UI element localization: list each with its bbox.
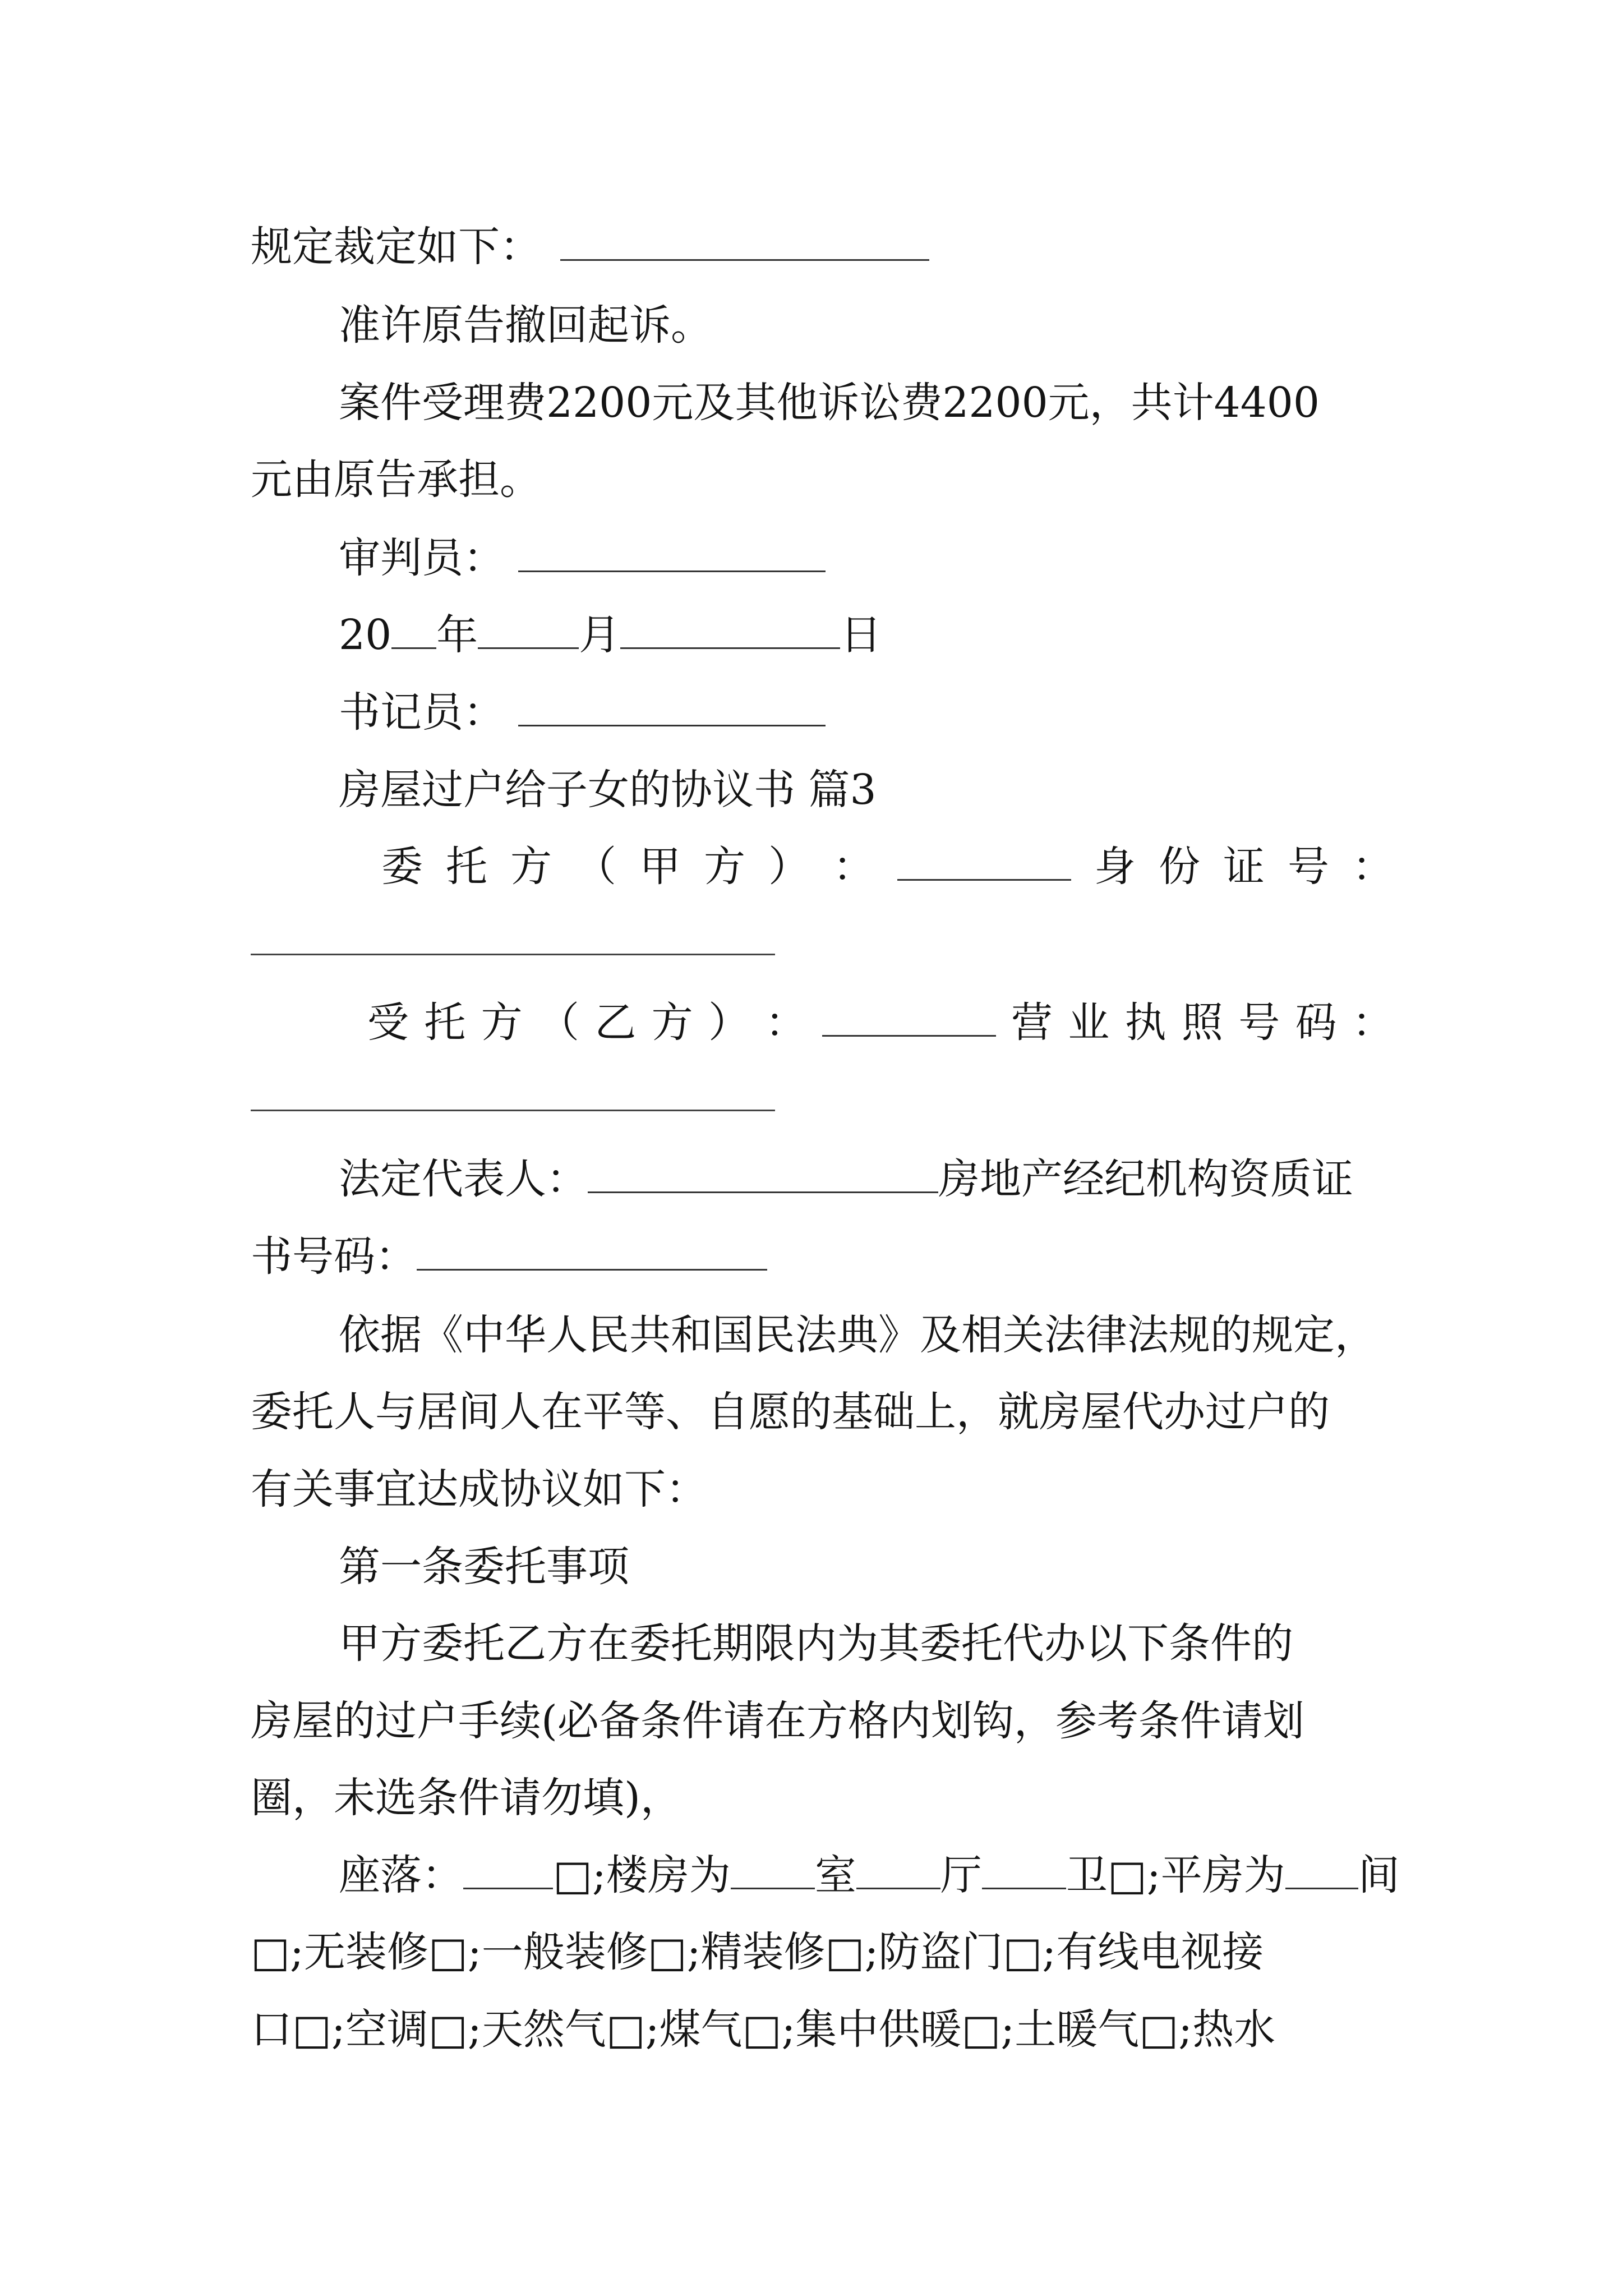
party-a-char: 甲 — [639, 843, 681, 891]
party-a-char: 证 — [1223, 843, 1265, 891]
party-b-char: 业 — [1068, 999, 1110, 1047]
year-label: 年 — [436, 611, 478, 659]
party-a-char: ： — [833, 843, 874, 891]
party-a-char: 委 — [381, 843, 423, 891]
bath-label: 卫□;平房为 — [1066, 1851, 1285, 1899]
room-label: 室 — [814, 1851, 856, 1899]
party-b-char: 营 — [1011, 999, 1053, 1047]
halls-blank[interactable] — [856, 1848, 940, 1889]
clerk-line — [339, 684, 1395, 740]
options-line-1: □;无装修□;一般装修□;精装修□;防盗门□;有线电视接 — [251, 1928, 1264, 1976]
party-b-char: ） — [708, 999, 750, 1047]
location-checkbox-text: □;楼房为 — [553, 1851, 731, 1899]
commission-line-1: 甲方委托乙方在委托期限内为其委托代办以下条件的 — [339, 1619, 1293, 1668]
date-line — [339, 607, 1395, 663]
cert-number-label: 书号码： — [251, 1232, 417, 1281]
party-a-line — [381, 839, 1394, 895]
cert-number-line — [251, 1228, 1395, 1285]
month-label: 月 — [579, 611, 621, 659]
party-b-char: 乙 — [594, 999, 637, 1047]
party-a-char: ： — [1352, 843, 1394, 891]
fee-line-2: 元由原告承担。 — [251, 455, 541, 504]
judge-blank[interactable] — [518, 531, 826, 572]
party-b-char: 受 — [367, 999, 409, 1047]
party-a-char: 份 — [1159, 843, 1200, 891]
hall-label: 厅 — [940, 1851, 982, 1899]
month-blank[interactable] — [478, 608, 579, 649]
party-b-char: （ — [537, 999, 579, 1047]
ruling-intro-text: 规定裁定如下： — [251, 223, 541, 271]
date-century: 20 — [339, 611, 392, 659]
party-b-name-blank[interactable] — [822, 996, 996, 1037]
party-a-char: 身 — [1094, 843, 1136, 891]
article-1-title: 第一条委托事项 — [339, 1543, 629, 1591]
ruling-intro — [251, 219, 1395, 275]
party-b-license-blank[interactable] — [251, 1110, 775, 1111]
party-b-char: 方 — [651, 999, 693, 1047]
location-label: 座落： — [339, 1851, 463, 1899]
basis-line-1: 依据《中华人民共和国民法典》及相关法律法规的规定， — [339, 1311, 1376, 1359]
party-b-char: 执 — [1124, 999, 1166, 1047]
party-b-char: ： — [1352, 999, 1394, 1047]
party-a-char: 托 — [446, 843, 487, 891]
withdrawal-approved: 准许原告撤回起诉。 — [339, 301, 712, 349]
party-b-char: 托 — [424, 999, 466, 1047]
judge-label: 审判员： — [339, 534, 505, 582]
year-blank[interactable] — [391, 608, 436, 649]
party-a-char: 号 — [1288, 843, 1329, 891]
party-a-name-blank[interactable] — [897, 840, 1071, 881]
bungalow-rooms-blank[interactable] — [1285, 1848, 1358, 1889]
baths-blank[interactable] — [982, 1848, 1066, 1889]
party-b-char: 方 — [481, 999, 523, 1047]
options-line-2: 口□;空调□;天然气□;煤气□;集中供暖□;土暖气□;热水 — [251, 2005, 1276, 2054]
party-b-char: ： — [765, 999, 807, 1047]
judge-line — [339, 530, 1395, 586]
commission-line-2: 房屋的过户手续(必备条件请在方格内划钩，参考条件请划 — [251, 1697, 1304, 1745]
location-line — [339, 1847, 1400, 1903]
party-a-char: 方 — [704, 843, 745, 891]
party-b-char: 号 — [1238, 999, 1280, 1047]
ruling-blank[interactable] — [560, 220, 929, 261]
basis-line-2: 委托人与居间人在平等、自愿的基础上，就房屋代办过户的 — [251, 1388, 1330, 1436]
jian-label: 间 — [1358, 1851, 1400, 1899]
cert-number-blank[interactable] — [417, 1230, 767, 1271]
basis-line-3: 有关事宜达成协议如下： — [251, 1465, 707, 1513]
commission-line-3: 圈，未选条件请勿填)， — [251, 1774, 682, 1822]
rooms-blank[interactable] — [731, 1848, 815, 1889]
day-label: 日 — [840, 611, 882, 659]
party-b-char: 照 — [1181, 999, 1223, 1047]
party-a-char: ） — [768, 843, 810, 891]
legal-rep-line — [339, 1151, 1395, 1207]
section-heading: 房屋过户给子女的协议书 篇3 — [339, 766, 877, 814]
party-a-id-blank[interactable] — [251, 954, 775, 955]
clerk-blank[interactable] — [518, 685, 826, 726]
day-blank[interactable] — [620, 608, 840, 649]
party-b-line — [367, 995, 1394, 1051]
party-a-char: （ — [575, 843, 616, 891]
location-blank[interactable] — [463, 1848, 553, 1889]
legal-rep-blank[interactable] — [588, 1152, 938, 1193]
party-a-char: 方 — [510, 843, 552, 891]
party-b-char: 码 — [1295, 999, 1337, 1047]
qualification-label: 房地产经纪机构资质证 — [938, 1155, 1353, 1203]
fee-line-1: 案件受理费2200元及其他诉讼费2200元，共计4400 — [339, 379, 1320, 427]
clerk-label: 书记员： — [339, 688, 505, 737]
legal-rep-label: 法定代表人： — [339, 1155, 588, 1203]
